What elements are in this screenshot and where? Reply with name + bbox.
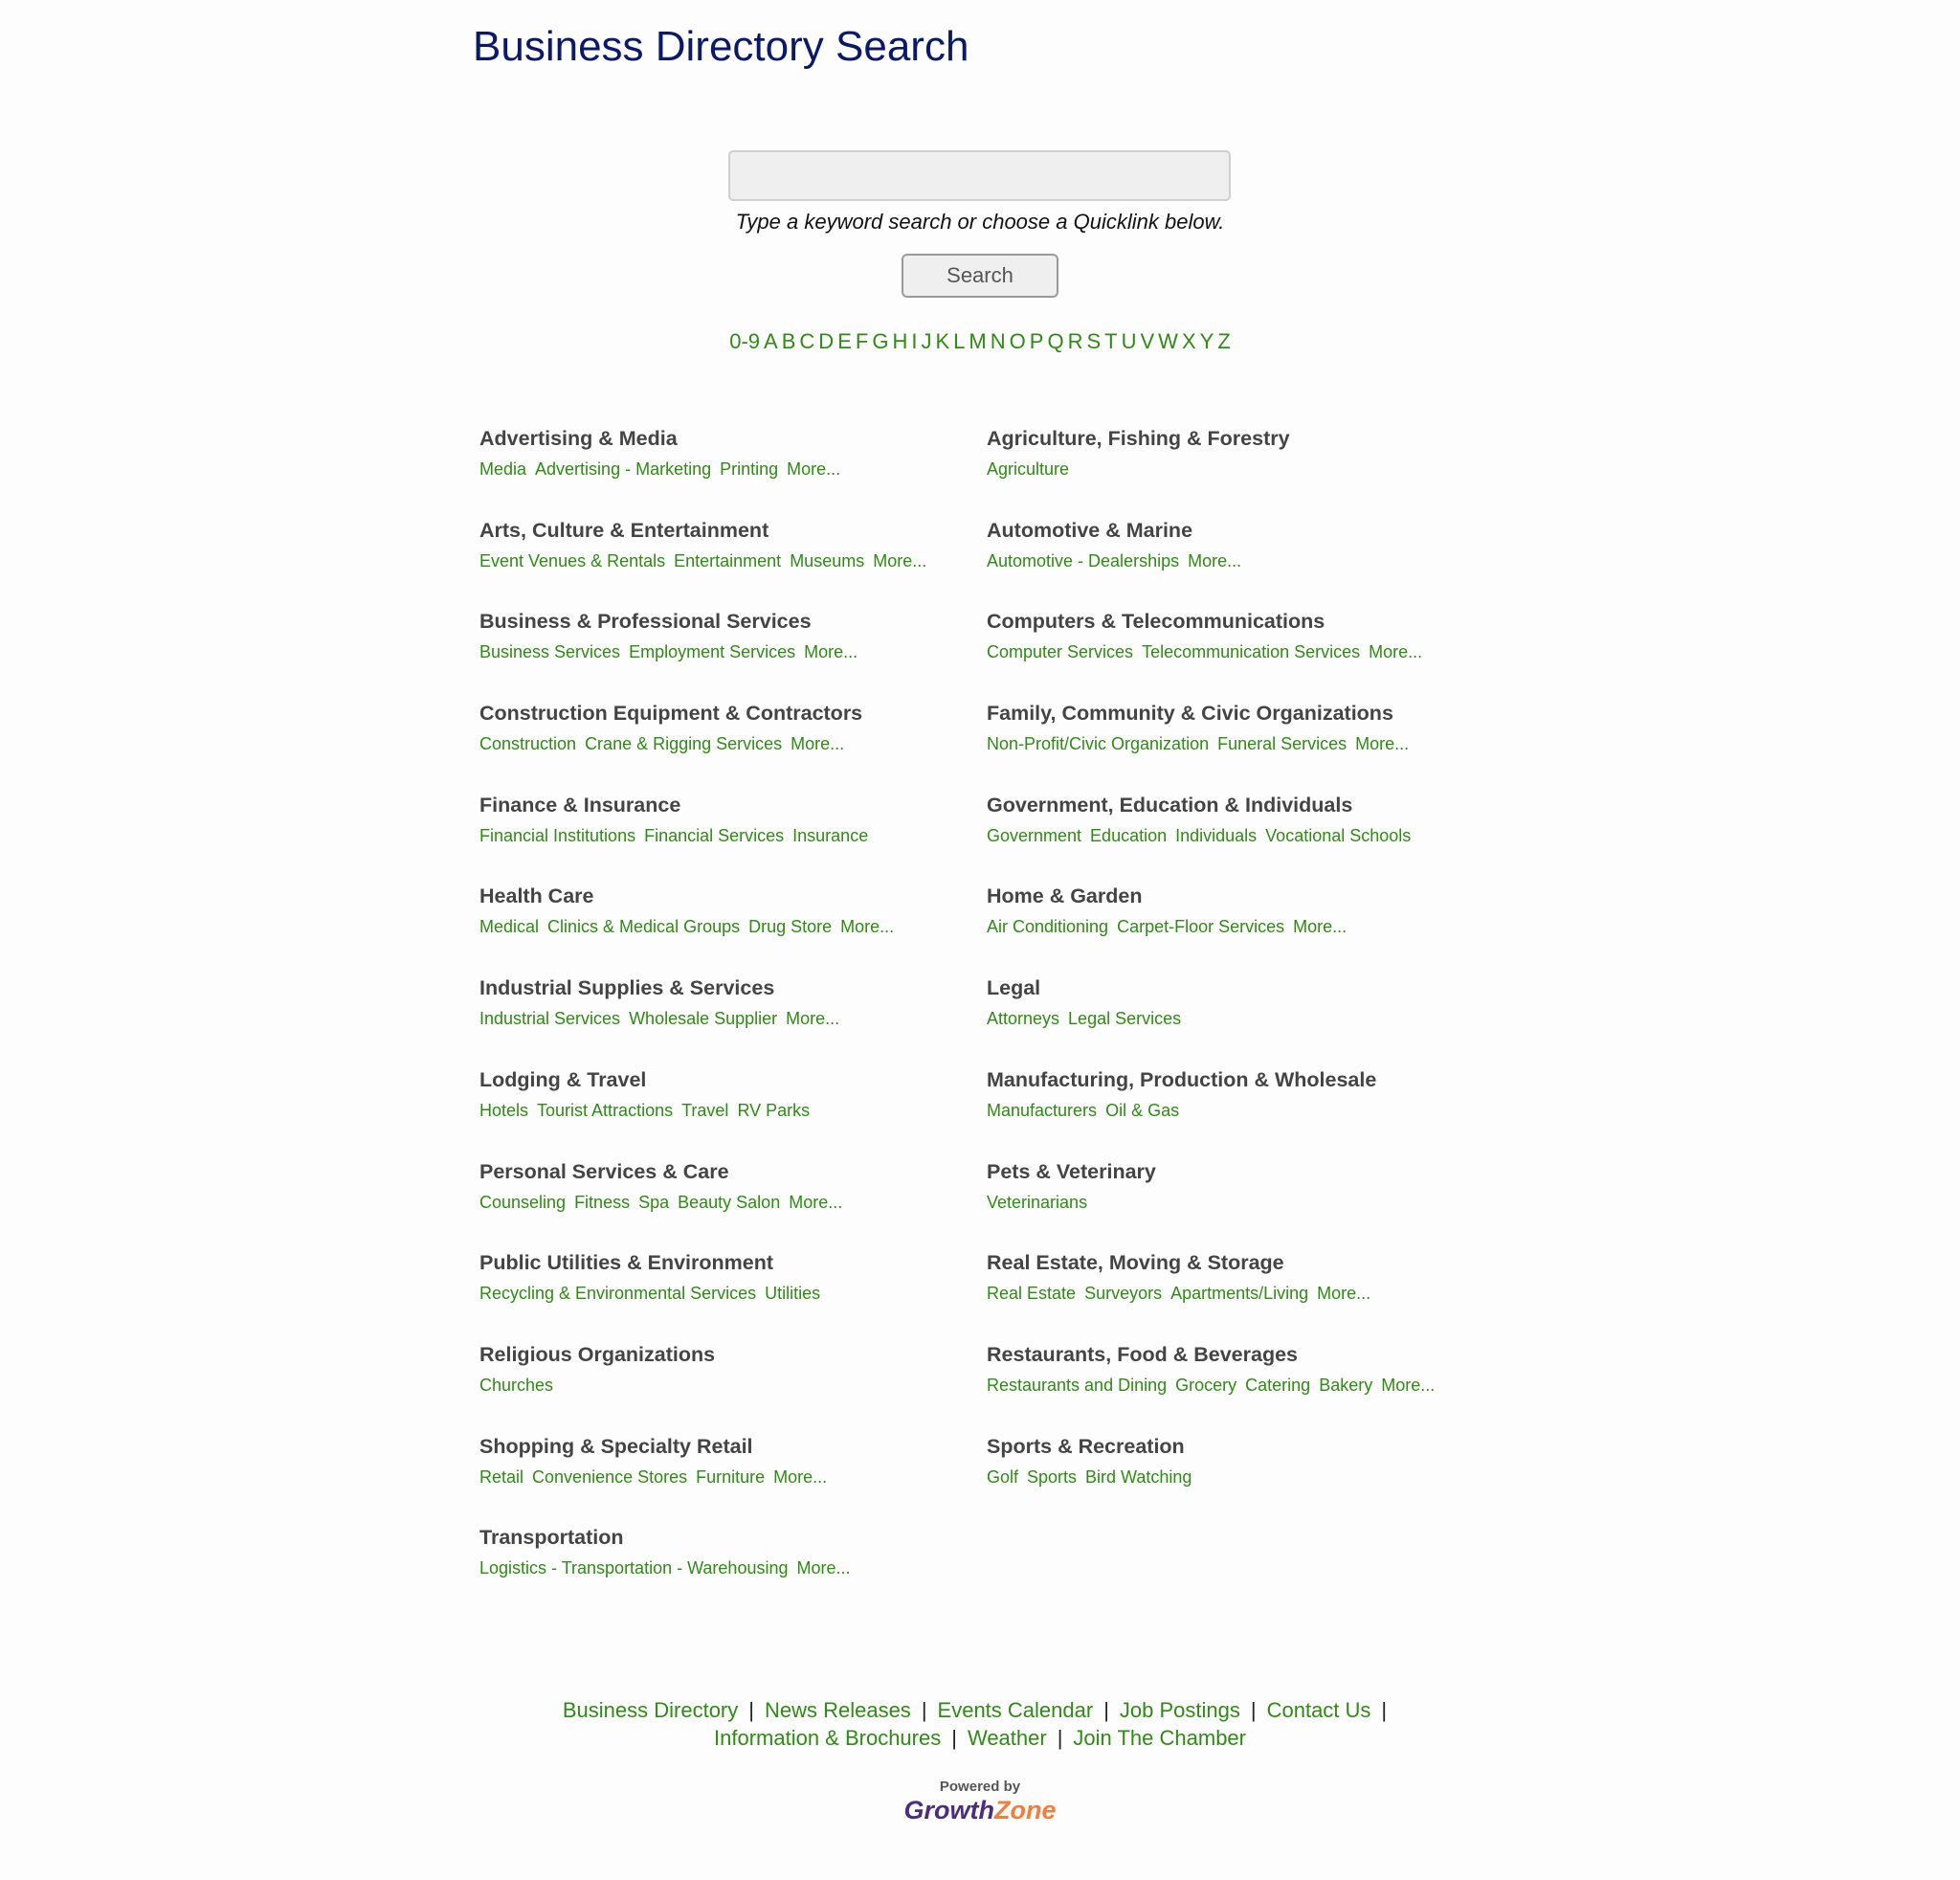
alpha-link[interactable]: C: [799, 329, 815, 353]
subcategory-link[interactable]: Medical: [479, 917, 540, 937]
subcategory-link[interactable]: Spa: [638, 1192, 670, 1212]
category-heading[interactable]: Real Estate, Moving & Storage: [987, 1251, 1284, 1275]
subcategory-link[interactable]: Grocery: [1175, 1375, 1237, 1395]
category-block: [479, 788, 987, 880]
subcategory-link[interactable]: Attorneys: [987, 1009, 1060, 1029]
footer-link[interactable]: Events Calendar: [937, 1698, 1094, 1722]
more-link[interactable]: More...: [840, 917, 895, 937]
alpha-link[interactable]: Q: [1047, 329, 1064, 353]
alphabet-quicklinks: [0, 328, 1960, 355]
more-link[interactable]: More...: [1355, 734, 1410, 754]
subcategory-link[interactable]: Entertainment: [674, 550, 782, 571]
subcategory-link[interactable]: Financial Services: [644, 825, 785, 845]
subcategory-link[interactable]: Tourist Attractions: [537, 1100, 674, 1120]
subcategory-link[interactable]: Retail: [479, 1466, 524, 1487]
category-block: [479, 1337, 987, 1429]
category-heading[interactable]: Transportation: [479, 1526, 624, 1550]
alpha-link[interactable]: N: [990, 329, 1006, 353]
powered-by-label: Powered by: [939, 1779, 1021, 1795]
subcategory-link[interactable]: Financial Institutions: [479, 825, 636, 845]
category-heading[interactable]: Sports & Recreation: [987, 1434, 1185, 1458]
more-link[interactable]: More...: [786, 1009, 840, 1029]
subcategory-link[interactable]: Hotels: [479, 1100, 529, 1120]
footer-link[interactable]: Weather: [967, 1726, 1047, 1750]
category-heading[interactable]: Restaurants, Food & Beverages: [987, 1342, 1298, 1366]
subcategory-link[interactable]: Surveyors: [1084, 1284, 1163, 1304]
category-heading[interactable]: Health Care: [479, 884, 594, 908]
category-heading[interactable]: Shopping & Specialty Retail: [479, 1434, 753, 1458]
category-block: [987, 1429, 1494, 1521]
more-link[interactable]: More...: [796, 1558, 851, 1578]
alpha-link[interactable]: Y: [1199, 329, 1214, 353]
category-links: [479, 1005, 987, 1032]
alpha-link[interactable]: W: [1158, 329, 1178, 353]
subcategory-link[interactable]: Automotive - Dealerships: [987, 550, 1180, 571]
footer-separator: |: [921, 1698, 927, 1722]
category-links: [987, 1464, 1494, 1490]
more-link[interactable]: More...: [873, 550, 927, 571]
footer-separator: |: [1250, 1698, 1257, 1722]
alpha-link[interactable]: F: [855, 329, 869, 353]
category-block: [479, 971, 987, 1063]
category-links: [987, 456, 1494, 482]
alpha-link[interactable]: G: [872, 329, 889, 353]
category-links: [987, 638, 1494, 665]
footer-separator: |: [748, 1698, 754, 1722]
subcategory-link[interactable]: Oil & Gas: [1105, 1100, 1180, 1120]
subcategory-link[interactable]: Logistics - Transportation - Warehousing: [479, 1558, 789, 1578]
subcategory-link[interactable]: Advertising - Marketing: [535, 459, 712, 479]
footer-link[interactable]: Contact Us: [1266, 1698, 1371, 1722]
category-heading[interactable]: Personal Services & Care: [479, 1159, 729, 1183]
category-heading[interactable]: Government, Education & Individuals: [987, 793, 1353, 817]
subcategory-link[interactable]: Golf: [987, 1466, 1019, 1487]
subcategory-link[interactable]: Bird Watching: [1085, 1466, 1192, 1487]
more-link[interactable]: More...: [789, 1192, 843, 1212]
subcategory-link[interactable]: Fitness: [574, 1192, 631, 1212]
category-links: [479, 1464, 987, 1490]
category-block: [479, 1154, 987, 1246]
category-heading[interactable]: Legal: [987, 976, 1041, 1000]
category-heading[interactable]: Pets & Veterinary: [987, 1159, 1156, 1183]
footer-link[interactable]: Job Postings: [1119, 1698, 1240, 1722]
subcategory-link[interactable]: Crane & Rigging Services: [585, 734, 783, 754]
category-block: [987, 604, 1494, 696]
category-block: [479, 1245, 987, 1337]
search-input[interactable]: [728, 150, 1231, 201]
category-block: [987, 421, 1494, 513]
category-block: [987, 696, 1494, 788]
alpha-link[interactable]: B: [781, 329, 796, 353]
subcategory-link[interactable]: Beauty Salon: [678, 1192, 781, 1212]
more-link[interactable]: More...: [1188, 550, 1242, 571]
subcategory-link[interactable]: Printing: [720, 459, 779, 479]
subcategory-link[interactable]: Agriculture: [987, 459, 1070, 479]
alpha-link[interactable]: T: [1104, 329, 1118, 353]
subcategory-link[interactable]: Drug Store: [748, 917, 833, 937]
category-block: [479, 421, 987, 513]
footer-separator: |: [1057, 1726, 1063, 1750]
category-heading[interactable]: Industrial Supplies & Services: [479, 976, 775, 1000]
category-links: [479, 1189, 987, 1216]
subcategory-link[interactable]: Real Estate: [987, 1284, 1077, 1304]
more-link[interactable]: More...: [1369, 642, 1423, 662]
alpha-link[interactable]: H: [892, 329, 908, 353]
subcategory-link[interactable]: Convenience Stores: [532, 1466, 688, 1487]
category-links: [479, 456, 987, 482]
category-block: [479, 879, 987, 971]
category-block: [987, 1245, 1494, 1337]
category-heading[interactable]: Family, Community & Civic Organizations: [987, 702, 1393, 726]
footer-separator: |: [951, 1726, 957, 1750]
category-links: [987, 1280, 1494, 1307]
subcategory-link[interactable]: Travel: [681, 1100, 729, 1120]
search-hint: Type a keyword search or choose a Quicklink below.: [735, 210, 1225, 234]
page-title: Business Directory Search: [473, 23, 969, 70]
category-heading[interactable]: Computers & Telecommunications: [987, 610, 1325, 634]
category-block: [987, 1154, 1494, 1246]
alpha-link[interactable]: M: [969, 329, 987, 353]
subcategory-link[interactable]: Air Conditioning: [987, 917, 1109, 937]
search-button[interactable]: Search: [902, 254, 1058, 298]
category-links: [987, 1372, 1494, 1399]
category-heading[interactable]: Agriculture, Fishing & Forestry: [987, 427, 1290, 450]
subcategory-link[interactable]: Non-Profit/Civic Organization: [987, 734, 1210, 754]
subcategory-link[interactable]: Construction: [479, 734, 577, 754]
subcategory-link[interactable]: Legal Services: [1068, 1009, 1182, 1029]
subcategory-link[interactable]: Bakery: [1319, 1375, 1373, 1395]
alpha-link[interactable]: I: [911, 329, 918, 353]
category-links: [479, 1555, 987, 1581]
subcategory-link[interactable]: Telecommunication Services: [1142, 642, 1361, 662]
more-link[interactable]: More...: [1293, 917, 1348, 937]
subcategory-link[interactable]: Churches: [479, 1375, 554, 1395]
category-links: [479, 1280, 987, 1307]
subcategory-link[interactable]: Employment Services: [629, 642, 796, 662]
category-block: [479, 513, 987, 605]
more-link[interactable]: More...: [804, 642, 858, 662]
footer-link[interactable]: Join The Chamber: [1073, 1726, 1246, 1750]
alpha-link[interactable]: L: [953, 329, 966, 353]
category-grid: [479, 421, 1494, 1612]
subcategory-link[interactable]: Event Venues & Rentals: [479, 550, 666, 571]
subcategory-link[interactable]: Clinics & Medical Groups: [547, 917, 741, 937]
subcategory-link[interactable]: Insurance: [792, 825, 869, 845]
category-block: [479, 604, 987, 696]
subcategory-link[interactable]: Carpet-Floor Services: [1117, 917, 1285, 937]
category-heading[interactable]: Home & Garden: [987, 884, 1143, 908]
more-link[interactable]: More...: [1317, 1284, 1371, 1304]
category-links: [479, 638, 987, 665]
alpha-link[interactable]: R: [1067, 329, 1083, 353]
footer-separator: |: [1381, 1698, 1388, 1722]
category-heading[interactable]: Construction Equipment & Contractors: [479, 702, 863, 726]
alpha-link[interactable]: D: [818, 329, 835, 353]
category-links: [479, 1097, 987, 1124]
alpha-link[interactable]: P: [1029, 329, 1044, 353]
category-links: [479, 548, 987, 574]
category-heading[interactable]: Finance & Insurance: [479, 793, 681, 817]
category-block: [987, 1337, 1494, 1429]
subcategory-link[interactable]: Veterinarians: [987, 1192, 1088, 1212]
subcategory-link[interactable]: Utilities: [765, 1284, 821, 1304]
alpha-link[interactable]: A: [764, 329, 778, 353]
alpha-link[interactable]: Z: [1217, 329, 1231, 353]
subcategory-link[interactable]: Funeral Services: [1217, 734, 1348, 754]
subcategory-link[interactable]: Wholesale Supplier: [629, 1009, 778, 1029]
category-block: [479, 1429, 987, 1521]
footer-link[interactable]: Business Directory: [562, 1698, 739, 1722]
category-links: [987, 1005, 1494, 1032]
alpha-link[interactable]: S: [1086, 329, 1102, 353]
growthzone-logo[interactable]: [0, 1796, 1960, 1824]
alpha-link[interactable]: 0-9: [729, 329, 761, 353]
subcategory-link[interactable]: Counseling: [479, 1192, 567, 1212]
category-heading[interactable]: Arts, Culture & Entertainment: [479, 518, 769, 542]
category-block: [479, 696, 987, 788]
category-heading[interactable]: Religious Organizations: [479, 1342, 716, 1366]
category-links: [479, 1372, 987, 1399]
category-links: [987, 548, 1494, 574]
category-heading[interactable]: Automotive & Marine: [987, 518, 1193, 542]
alpha-link[interactable]: J: [921, 329, 932, 353]
category-links: [987, 822, 1494, 849]
logo-zone-text: Zone: [994, 1796, 1057, 1824]
subcategory-link[interactable]: Catering: [1245, 1375, 1311, 1395]
category-heading[interactable]: Business & Professional Services: [479, 610, 812, 634]
subcategory-link[interactable]: Government: [987, 825, 1082, 845]
category-block: [987, 879, 1494, 971]
category-block: [479, 1063, 987, 1154]
powered-by-block: [0, 1779, 1960, 1824]
category-links: [987, 1189, 1494, 1216]
category-links: [987, 913, 1494, 940]
subcategory-link[interactable]: Furniture: [696, 1466, 766, 1487]
subcategory-link[interactable]: RV Parks: [737, 1100, 811, 1120]
logo-growth-text: Growth: [903, 1796, 994, 1824]
alpha-link[interactable]: K: [935, 329, 950, 353]
category-block: [987, 1063, 1494, 1154]
subcategory-link[interactable]: Museums: [790, 550, 865, 571]
footer-line: [0, 1724, 1960, 1752]
more-link[interactable]: More...: [787, 459, 841, 479]
alpha-link[interactable]: E: [837, 329, 852, 353]
category-links: [479, 730, 987, 757]
more-link[interactable]: More...: [773, 1466, 828, 1487]
category-links: [479, 913, 987, 940]
category-block: [987, 513, 1494, 605]
subcategory-link[interactable]: Vocational Schools: [1265, 825, 1412, 845]
more-link[interactable]: More...: [791, 734, 845, 754]
footer-link[interactable]: News Releases: [764, 1698, 911, 1722]
category-links: [987, 1097, 1494, 1124]
category-heading[interactable]: Lodging & Travel: [479, 1067, 647, 1091]
category-block: [987, 971, 1494, 1063]
subcategory-link[interactable]: Sports: [1027, 1466, 1078, 1487]
alpha-link[interactable]: U: [1121, 329, 1137, 353]
category-block: [479, 1520, 987, 1612]
footer-separator: |: [1103, 1698, 1109, 1722]
subcategory-link[interactable]: Business Services: [479, 642, 621, 662]
category-heading[interactable]: Advertising & Media: [479, 427, 678, 450]
subcategory-link[interactable]: Industrial Services: [479, 1009, 621, 1029]
category-heading[interactable]: Manufacturing, Production & Wholesale: [987, 1067, 1377, 1091]
subcategory-link[interactable]: Education: [1090, 825, 1168, 845]
footer-link[interactable]: Information & Brochures: [714, 1726, 942, 1750]
category-heading[interactable]: Public Utilities & Environment: [479, 1251, 774, 1275]
subcategory-link[interactable]: Recycling & Environmental Services: [479, 1284, 757, 1304]
alpha-link[interactable]: X: [1181, 329, 1196, 353]
alpha-link[interactable]: V: [1140, 329, 1155, 353]
category-links: [987, 730, 1494, 757]
subcategory-link[interactable]: Media: [479, 459, 527, 479]
subcategory-link[interactable]: Apartments/Living: [1170, 1284, 1309, 1304]
category-block: [987, 788, 1494, 880]
alpha-link[interactable]: O: [1009, 329, 1026, 353]
subcategory-link[interactable]: Computer Services: [987, 642, 1134, 662]
subcategory-link[interactable]: Individuals: [1175, 825, 1258, 845]
footer-nav: [0, 1696, 1960, 1752]
category-links: [479, 822, 987, 849]
more-link[interactable]: More...: [1381, 1375, 1436, 1395]
subcategory-link[interactable]: Restaurants and Dining: [987, 1375, 1168, 1395]
footer-line: [0, 1696, 1960, 1724]
subcategory-link[interactable]: Manufacturers: [987, 1100, 1098, 1120]
